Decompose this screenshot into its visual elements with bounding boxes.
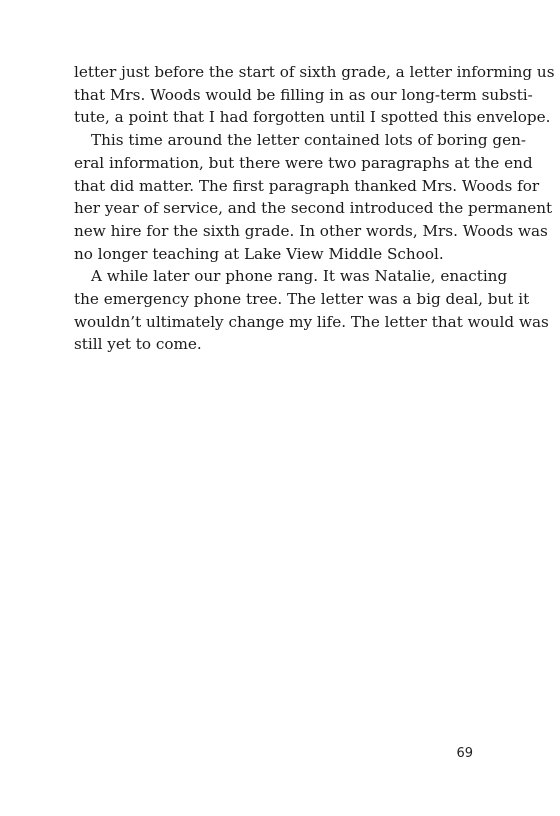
text-line: eral information, but there were two paragraphs at the end — [74, 153, 533, 172]
text-line: that Mrs. Woods would be filling in as our long-term substi- — [74, 85, 533, 104]
text-line: still yet to come. — [74, 335, 202, 354]
text-line: A while later our phone rang. It was Natalie, enacting — [91, 267, 508, 286]
page-number: 69 — [456, 746, 473, 761]
text-line: no longer teaching at Lake View Middle School. — [74, 244, 444, 263]
body-text — [74, 61, 555, 356]
text-line: wouldn’t ultimately change my life. The letter that would was — [74, 312, 549, 331]
text-line: This time around the letter contained lots of boring gen- — [91, 131, 526, 150]
text-line: the emergency phone tree. The letter was a big deal, but it — [74, 290, 530, 309]
text-line: new hire for the sixth grade. In other words, Mrs. Woods was — [74, 221, 548, 240]
text-line: letter just before the start of sixth grade, a letter informing us — [74, 63, 555, 81]
paragraph-2 — [74, 129, 553, 265]
paragraph-1 — [74, 61, 555, 129]
text-line: tute, a point that I had forgotten until I spotted this envelope. — [74, 108, 551, 127]
paragraph-3 — [74, 265, 549, 356]
text-line: her year of service, and the second introduced the permanent — [74, 199, 553, 218]
text-line: that did matter. The first paragraph thanked Mrs. Woods for — [74, 176, 540, 195]
